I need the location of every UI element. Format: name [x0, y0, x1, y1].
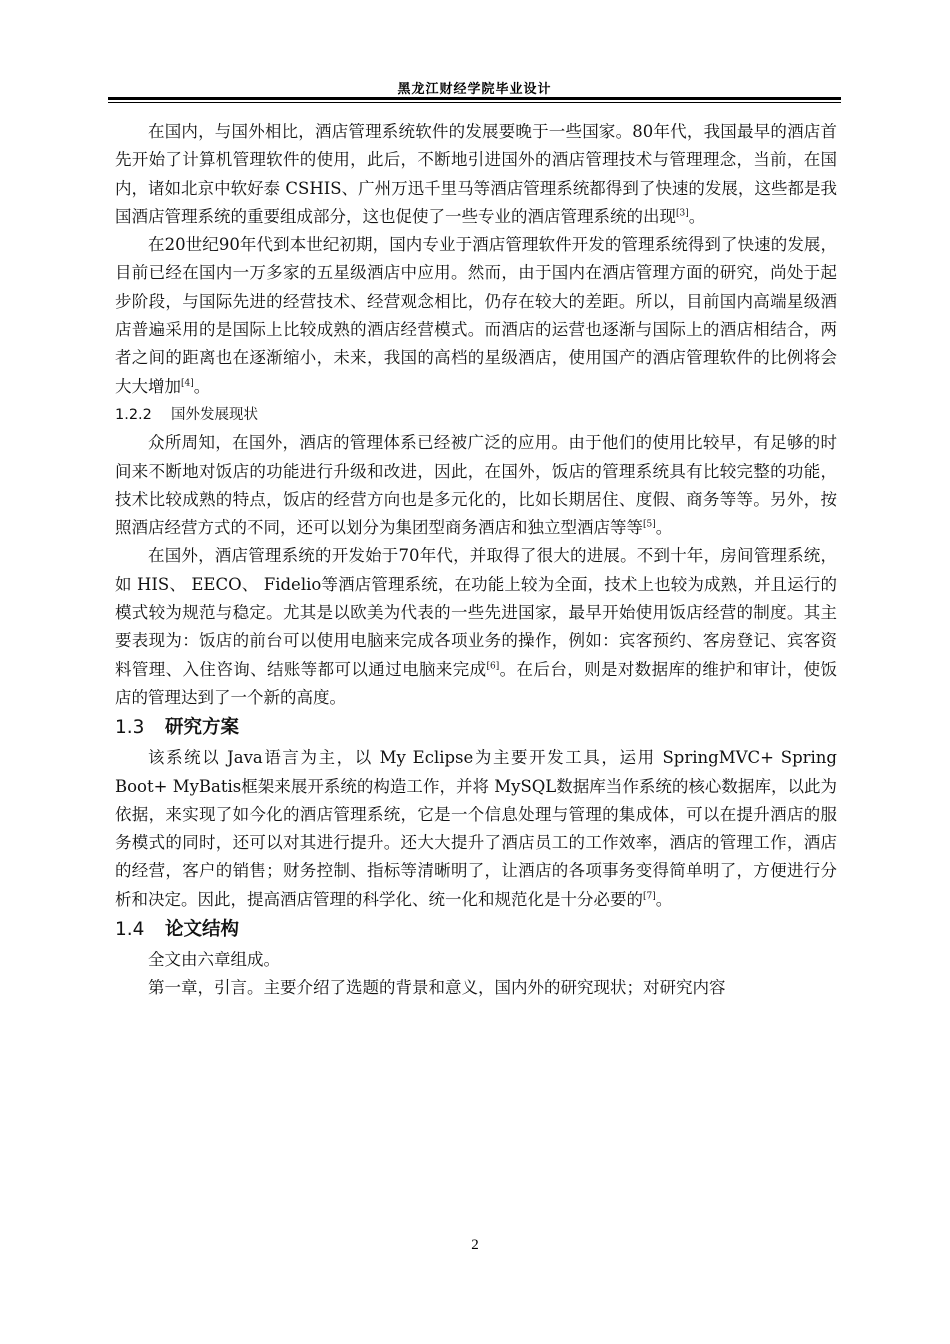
citation-5: [5] [643, 519, 656, 530]
header-rule-thin [108, 102, 841, 103]
running-header: 黑龙江财经学院毕业设计 [397, 82, 552, 97]
paragraph-structure-intro: 全文由六章组成。 [148, 950, 280, 970]
section-heading-1-2-2: 1.2.2 国外发展现状 [115, 406, 258, 423]
body-text [115, 118, 837, 1003]
paragraph-foreign-2: 在国外，酒店管理系统的开发始于70年代，并取得了很大的进展。不到十年，房间管理系统，如 HIS、 EECO、 Fidelio等酒店管理系统，在功能上较为全面，技术上也较为成熟，并且运行的模式较为规范与稳定。尤其是以欧美为代表的一些先进国家，最早开始使用饭店经营的制度。其主要表现为：饭店的前台可以使用电脑来完成各项业务的操作，例如：宾客预约、客房登记、宾客资料管理、入住咨询、结账等都可以通过电脑来完成[6]。在后台，则是对数据库的维护和审计，使饭店的管理达到了一个新的高度。 [115, 546, 838, 707]
citation-3: [3] [676, 208, 689, 219]
section-heading-1-4: 1.4 论文结构 [115, 919, 240, 941]
paragraph-domestic-2: 在20世纪90年代到本世纪初期，国内专业于酒店管理软件开发的管理系统得到了快速的发展，目前已经在国内一万多家的五星级酒店中应用。然而，由于国内在酒店管理方面的研究，尚处于起步阶段，与国际先进的经营技术、经营观念相比，仍存在较大的差距。所以，目前国内高端星级酒店普遍采用的是国际上比较成熟的酒店经营模式。而酒店的运营也逐渐与国际上的酒店相结合，两者之间的距离也在逐渐缩小，未来，我国的高档的星级酒店，使用国产的酒店管理软件的比例将会大大增加[4]。 [115, 235, 837, 396]
citation-7: [7] [643, 891, 656, 902]
citation-4: [4] [181, 378, 194, 389]
paragraph-chapter-one: 第一章，引言。主要介绍了选题的背景和意义，国内外的研究现状；对研究内容 [148, 978, 726, 998]
paragraph-research-plan: 该系统以 Java语言为主，以 My Eclipse为主要开发工具，运用 SpringMVC+ Spring Boot+ MyBatis框架来展开系统的构造工作，并将 MySQL数据库当作系统的核心数据库，以此为依据，来实现了如今化的酒店管理系统，它是一个信息处理与管理的集成体，可以在提升酒店的服务模式的同时，还可以对其进行提升。还大大提升了酒店员工的工作效率，酒店的管理工作，酒店的经营，客户的销售；财务控制、指标等清晰明了，让酒店的各项事务变得简单明了，方便进行分析和决定。因此，提高酒店管理的科学化、统一化和规范化是十分必要的[7]。 [115, 748, 837, 909]
citation-6: [6] [486, 661, 500, 672]
page-number: 2 [471, 1237, 479, 1253]
paragraph-domestic-1: 在国内，与国外相比，酒店管理系统软件的发展要晚于一些国家。80年代，我国最早的酒店首先开始了计算机管理软件的使用，此后，不断地引进国外的酒店管理技术与管理理念，当前，在国内，诸如北京中软好泰 CSHIS、广州万迅千里马等酒店管理系统都得到了快速的发展，这些都是我国酒店管理系统的重要组成部分，这也促使了一些专业的酒店管理系统的出现[3]。 [115, 122, 837, 226]
section-heading-1-3: 1.3 研究方案 [115, 717, 240, 739]
header-rule-thick [108, 97, 841, 100]
paragraph-foreign-1: 众所周知，在国外，酒店的管理体系已经被广泛的应用。由于他们的使用比较早，有足够的时间来不断地对饭店的功能进行升级和改进，因此，在国外，饭店的管理系统具有比较完整的功能，技术比较成熟的特点，饭店的经营方向也是多元化的，比如长期居住、度假、商务等等。另外，按照酒店经营方式的不同，还可以划分为集团型商务酒店和独立型酒店等等[5]。 [115, 433, 837, 538]
